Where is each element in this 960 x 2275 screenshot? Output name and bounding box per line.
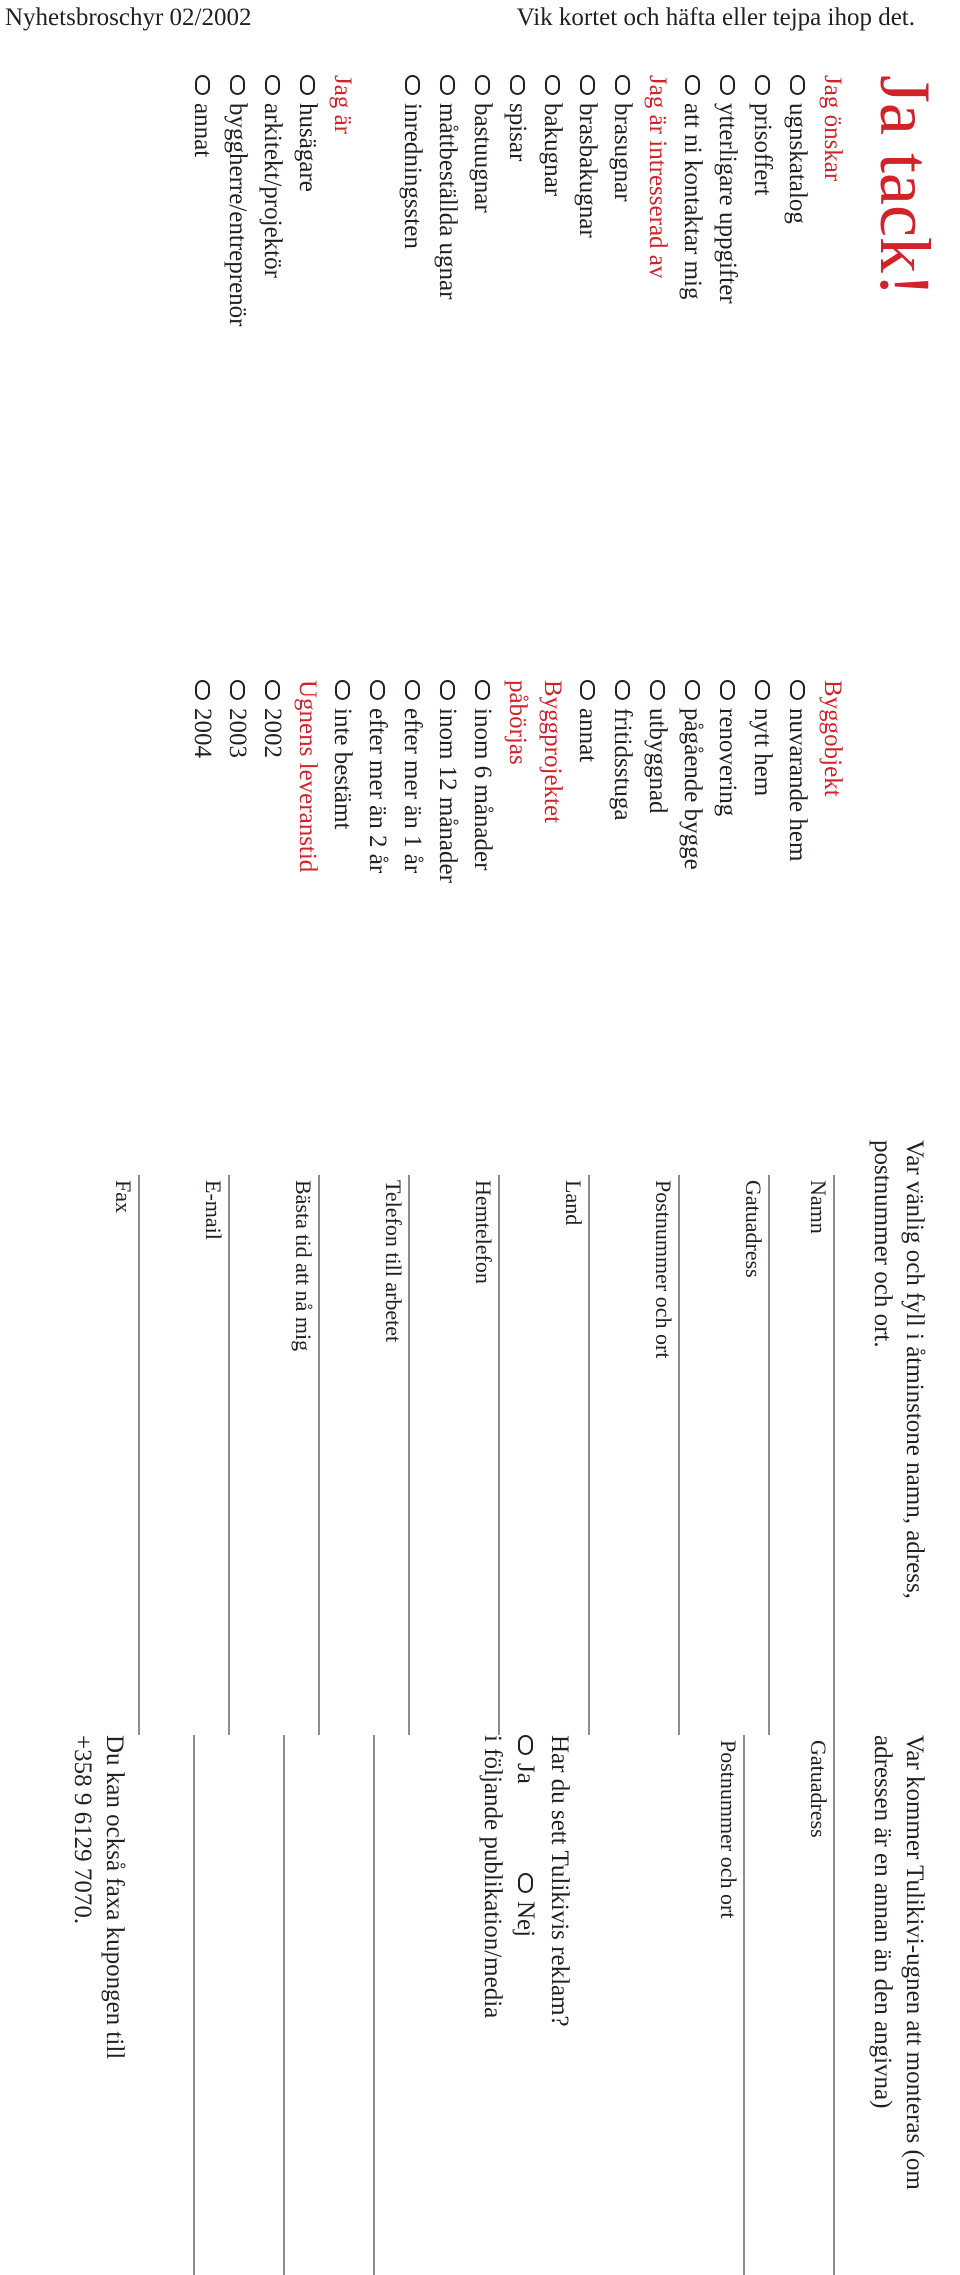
section-title: Jag är (329, 75, 356, 134)
fax-number: +358 9 6129 7070. (69, 1735, 96, 1925)
form-field-label: Namn (806, 1180, 831, 1234)
form-field-line[interactable] (318, 1175, 320, 1735)
checkbox[interactable] (580, 680, 595, 700)
option-label: byggherre/entreprenör (224, 103, 251, 327)
option-label: utbyggnad (644, 708, 671, 814)
fold-instruction: Vik kortet och häfta eller tejpa ihop det. (516, 4, 915, 31)
option-label: spisar (504, 103, 531, 162)
option-label: 2002 (259, 708, 286, 758)
option-label: inte bestämt (329, 708, 356, 830)
option-label: fritidsstuga (609, 708, 636, 821)
checkbox-option[interactable] (395, 680, 430, 1010)
ad-publication-line-2[interactable] (283, 1735, 285, 2275)
option-label: bastuugnar (469, 103, 496, 213)
section-title: Byggobjekt (819, 680, 846, 797)
checkbox[interactable] (195, 75, 210, 95)
checkbox-option[interactable] (290, 75, 325, 775)
section-title: Byggprojektet påbörjas (504, 680, 566, 824)
form-field-label: Postnummer och ort (651, 1180, 676, 1359)
section-delivery (185, 680, 325, 1180)
checkbox[interactable] (440, 680, 455, 700)
option-label: 2003 (224, 708, 251, 758)
checkbox[interactable] (510, 75, 525, 95)
form-field-label: Fax (111, 1180, 136, 1213)
checkbox[interactable] (265, 680, 280, 700)
checkbox[interactable] (790, 75, 805, 95)
checkbox-option[interactable] (500, 75, 535, 775)
section-wishes (675, 75, 850, 775)
checkbox-option[interactable] (220, 680, 255, 1180)
checkbox-option[interactable] (535, 75, 570, 775)
checkbox[interactable] (405, 680, 420, 700)
ad-publication-label: i följande publikation/media (479, 1735, 506, 2019)
checkbox[interactable] (475, 680, 490, 700)
form-field-label: Hemtelefon (471, 1180, 496, 1284)
spacer (360, 75, 395, 775)
form-field-label: Gatuadress (741, 1180, 766, 1278)
checkbox-option[interactable] (605, 75, 640, 775)
ad-publication-line[interactable] (373, 1735, 375, 2275)
option-label: att ni kontaktar mig (679, 103, 706, 300)
card-title: Ja tack! (865, 75, 945, 297)
checkbox[interactable] (545, 75, 560, 95)
mounting-field-label: Gatuadress (806, 1740, 831, 1838)
ad-question: Har du sett Tulikivis reklam? (546, 1735, 573, 2027)
option-label: 2004 (189, 708, 216, 758)
mounting-field-line[interactable] (743, 1735, 745, 2275)
checkbox-option[interactable] (605, 680, 640, 1180)
checkbox[interactable] (230, 680, 245, 700)
form-field-line[interactable] (768, 1175, 770, 1735)
fax-block (66, 1735, 130, 2275)
checkbox-option[interactable] (220, 75, 255, 775)
checkbox-option[interactable] (780, 680, 815, 1180)
option-label: annat (574, 708, 601, 763)
option-label: måttbeställda ugnar (434, 103, 461, 300)
checkbox-option[interactable] (360, 680, 395, 1010)
form-field-line[interactable] (678, 1175, 680, 1735)
checkbox[interactable] (755, 75, 770, 95)
checkbox-option[interactable] (325, 680, 360, 1010)
checkbox[interactable] (720, 75, 735, 95)
checkbox[interactable] (230, 75, 245, 95)
form-field-label: Bästa tid att nå mig (291, 1180, 316, 1352)
ad-yes-no (508, 1735, 543, 2275)
option-label: inredningssten (399, 103, 426, 249)
checkbox-option[interactable] (640, 680, 675, 1180)
option-label: prisoffert (749, 103, 776, 196)
checkbox-option[interactable] (430, 680, 465, 1010)
option-label: nuvarande hem (784, 708, 811, 862)
contact-instruction: Var vänlig och fyll i åtminstone namn, adress, postnummer och ort. (869, 1140, 928, 1599)
checkbox[interactable] (195, 680, 210, 700)
checkbox-option[interactable] (430, 75, 465, 775)
mounting-field-line[interactable] (833, 1735, 835, 2275)
checkbox-option[interactable] (185, 680, 220, 1180)
option-label: inom 12 månader (434, 708, 461, 883)
option-label: renovering (714, 708, 741, 817)
checkbox[interactable] (405, 75, 420, 95)
mounting-field-label: Postnummer och ort (716, 1740, 741, 1919)
checkbox-option[interactable] (185, 75, 220, 775)
ad-block (476, 1735, 575, 2275)
checkbox[interactable] (335, 680, 350, 700)
checkbox-option[interactable] (465, 680, 500, 1010)
option-label: efter mer än 1 år (399, 708, 426, 874)
fax-text: Du kan också faxa kupongen till (101, 1735, 128, 2060)
checkbox-option[interactable] (570, 680, 605, 1180)
form-field-line[interactable] (408, 1175, 410, 1735)
column-left (185, 75, 850, 775)
checkbox[interactable] (720, 680, 735, 700)
option-label: pågående bygge (679, 708, 706, 870)
section-i-am (185, 75, 360, 775)
option-label: bakugnar (539, 103, 566, 197)
section-building (570, 680, 850, 1180)
form-field-line[interactable] (498, 1175, 500, 1735)
checkbox[interactable] (685, 75, 700, 95)
form-field-line[interactable] (833, 1175, 835, 1735)
checkbox[interactable] (300, 75, 315, 95)
checkbox-option[interactable] (780, 75, 815, 775)
ad-no-label: Nej (512, 1901, 540, 1938)
checkbox[interactable] (685, 680, 700, 700)
checkbox[interactable] (370, 680, 385, 700)
form-field-line[interactable] (588, 1175, 590, 1735)
section-interested (395, 75, 675, 775)
form-field-label: Land (561, 1180, 586, 1226)
checkbox[interactable] (615, 75, 630, 95)
checkbox-option[interactable] (675, 75, 710, 775)
option-label: inom 6 månader (469, 708, 496, 871)
option-label: nytt hem (749, 708, 776, 797)
checkbox-option[interactable] (745, 680, 780, 1180)
checkbox-option[interactable] (710, 680, 745, 1180)
option-label: husägare (294, 103, 321, 192)
section-project (325, 680, 570, 1010)
section-title: Ugnens leveranstid (294, 680, 321, 873)
reply-card (25, 75, 945, 2275)
checkbox-option[interactable] (745, 75, 780, 775)
ad-yes-label: Ja (512, 1763, 540, 1784)
option-label: brasugnar (609, 103, 636, 202)
form-field-label: E-mail (201, 1180, 226, 1240)
checkbox-option[interactable] (675, 680, 710, 1180)
column-middle (185, 680, 850, 1180)
option-label: annat (189, 103, 216, 158)
ad-publication-line-3[interactable] (193, 1735, 195, 2275)
checkbox[interactable] (615, 680, 630, 700)
ad-no-checkbox[interactable] (518, 1873, 533, 1893)
checkbox-option[interactable] (465, 75, 500, 775)
checkbox[interactable] (790, 680, 805, 700)
checkbox[interactable] (580, 75, 595, 95)
option-label: brasbakugnar (574, 103, 601, 238)
mounting-question: Var kommer Tulikivi-ugnen att monteras (om adressen är en annan än den angivna) (869, 1735, 928, 2190)
checkbox[interactable] (440, 75, 455, 95)
option-label: efter mer än 2 år (364, 708, 391, 874)
section-title: Jag önskar (819, 75, 846, 182)
section-title: Jag är intresserad av (644, 75, 671, 279)
checkbox[interactable] (650, 680, 665, 700)
checkbox[interactable] (265, 75, 280, 95)
ad-yes-checkbox[interactable] (518, 1735, 533, 1755)
checkbox-option[interactable] (710, 75, 745, 775)
option-label: ytterligare uppgifter (714, 103, 741, 304)
checkbox[interactable] (475, 75, 490, 95)
option-label: arkitekt/projektör (259, 103, 286, 278)
checkbox-option[interactable] (255, 75, 290, 775)
checkbox-option[interactable] (570, 75, 605, 775)
checkbox-option[interactable] (395, 75, 430, 775)
checkbox[interactable] (755, 680, 770, 700)
option-label: ugnskatalog (784, 103, 811, 224)
form-field-line[interactable] (138, 1175, 140, 1735)
form-field-label: Telefon till arbetet (381, 1180, 406, 1343)
newsletter-label: Nyhetsbroschyr 02/2002 (5, 4, 252, 31)
checkbox-option[interactable] (255, 680, 290, 1180)
form-field-line[interactable] (228, 1175, 230, 1735)
